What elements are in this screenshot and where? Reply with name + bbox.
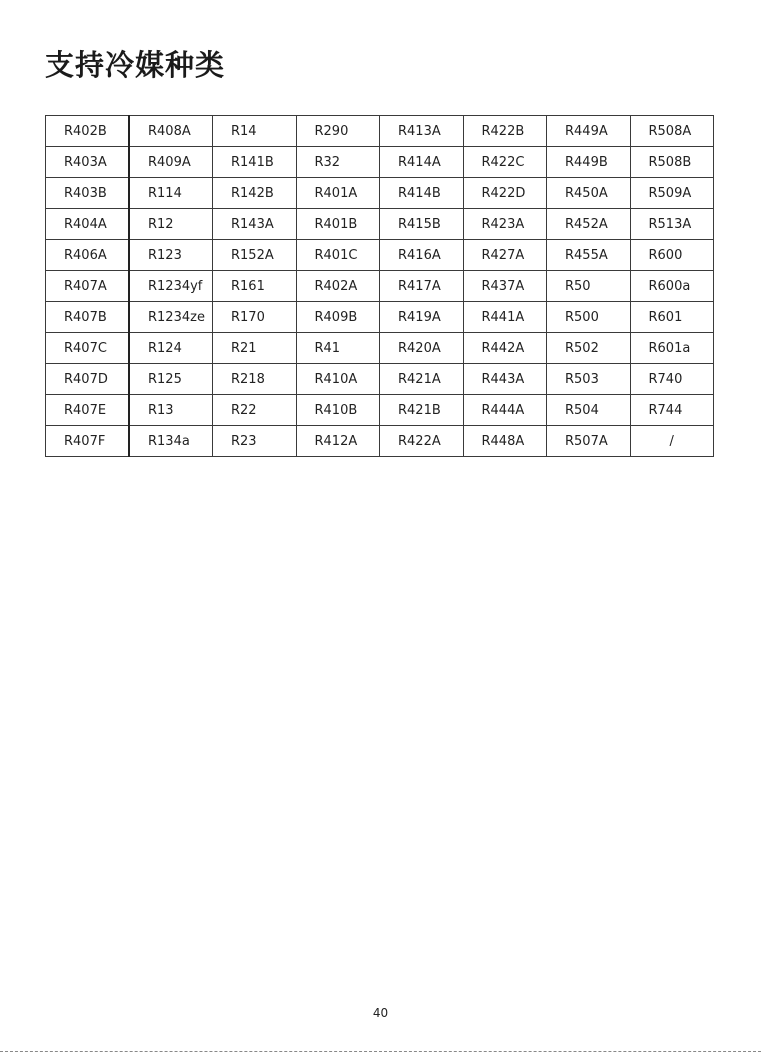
table-cell: R403A xyxy=(46,147,130,178)
table-cell: R412A xyxy=(296,426,380,457)
table-cell: R448A xyxy=(463,426,547,457)
table-cell: R417A xyxy=(380,271,464,302)
table-cell: R427A xyxy=(463,240,547,271)
table-cell: R401A xyxy=(296,178,380,209)
table-cell: R414B xyxy=(380,178,464,209)
table-cell: R449A xyxy=(547,116,631,147)
table-cell: R290 xyxy=(296,116,380,147)
table-cell: R601 xyxy=(630,302,714,333)
table-row xyxy=(46,147,714,178)
table-cell: R740 xyxy=(630,364,714,395)
table-cell: R32 xyxy=(296,147,380,178)
table-cell: R408A xyxy=(129,116,213,147)
table-cell: R600a xyxy=(630,271,714,302)
table-cell: R507A xyxy=(547,426,631,457)
table-cell: R142B xyxy=(213,178,297,209)
table-cell: R422D xyxy=(463,178,547,209)
table-row xyxy=(46,333,714,364)
table-cell: R161 xyxy=(213,271,297,302)
table-row xyxy=(46,178,714,209)
table-cell: R50 xyxy=(547,271,631,302)
table-cell: R450A xyxy=(547,178,631,209)
table-cell: R415B xyxy=(380,209,464,240)
table-cell: R421B xyxy=(380,395,464,426)
table-cell: R455A xyxy=(547,240,631,271)
table-cell: R403B xyxy=(46,178,130,209)
refrigerant-table-container xyxy=(45,115,714,457)
table-cell: R422A xyxy=(380,426,464,457)
table-cell: R14 xyxy=(213,116,297,147)
table-cell: R421A xyxy=(380,364,464,395)
table-cell: R1234yf xyxy=(129,271,213,302)
table-cell: R1234ze xyxy=(129,302,213,333)
table-cell: R503 xyxy=(547,364,631,395)
table-cell: R509A xyxy=(630,178,714,209)
refrigerant-table-body xyxy=(46,116,714,457)
table-cell: R419A xyxy=(380,302,464,333)
table-cell: R152A xyxy=(213,240,297,271)
page-title: 支持冷媒种类 xyxy=(45,48,226,82)
table-cell: R141B xyxy=(213,147,297,178)
table-cell: R22 xyxy=(213,395,297,426)
table-cell: R441A xyxy=(463,302,547,333)
table-cell: R410A xyxy=(296,364,380,395)
table-cell: R409A xyxy=(129,147,213,178)
table-cell: R600 xyxy=(630,240,714,271)
table-cell: R123 xyxy=(129,240,213,271)
table-cell: R444A xyxy=(463,395,547,426)
table-row xyxy=(46,395,714,426)
table-cell: R407C xyxy=(46,333,130,364)
table-row xyxy=(46,426,714,457)
table-row xyxy=(46,364,714,395)
table-row xyxy=(46,209,714,240)
table-cell: R404A xyxy=(46,209,130,240)
table-cell: R402B xyxy=(46,116,130,147)
table-cell: R218 xyxy=(213,364,297,395)
table-row xyxy=(46,116,714,147)
table-cell: R422B xyxy=(463,116,547,147)
table-cell: R449B xyxy=(547,147,631,178)
table-row xyxy=(46,240,714,271)
table-cell: R407D xyxy=(46,364,130,395)
table-cell: R414A xyxy=(380,147,464,178)
table-cell: R413A xyxy=(380,116,464,147)
table-cell: R12 xyxy=(129,209,213,240)
table-cell: R23 xyxy=(213,426,297,457)
table-cell: R601a xyxy=(630,333,714,364)
table-cell: R41 xyxy=(296,333,380,364)
table-cell: R504 xyxy=(547,395,631,426)
page-number: 40 xyxy=(372,1006,389,1020)
table-cell: R437A xyxy=(463,271,547,302)
table-cell: R420A xyxy=(380,333,464,364)
table-cell: R410B xyxy=(296,395,380,426)
table-row xyxy=(46,271,714,302)
table-cell: R422C xyxy=(463,147,547,178)
table-cell: R406A xyxy=(46,240,130,271)
table-cell: R442A xyxy=(463,333,547,364)
table-row xyxy=(46,302,714,333)
table-cell: R143A xyxy=(213,209,297,240)
table-cell: R416A xyxy=(380,240,464,271)
table-cell: R744 xyxy=(630,395,714,426)
bottom-divider xyxy=(0,1051,761,1052)
table-cell: R513A xyxy=(630,209,714,240)
table-cell: R134a xyxy=(129,426,213,457)
table-cell: R170 xyxy=(213,302,297,333)
table-cell: R508B xyxy=(630,147,714,178)
table-cell: R114 xyxy=(129,178,213,209)
table-cell: R452A xyxy=(547,209,631,240)
table-cell: / xyxy=(630,426,714,457)
table-cell: R13 xyxy=(129,395,213,426)
refrigerant-table xyxy=(45,115,714,457)
table-cell: R500 xyxy=(547,302,631,333)
table-cell: R502 xyxy=(547,333,631,364)
table-cell: R402A xyxy=(296,271,380,302)
table-cell: R401C xyxy=(296,240,380,271)
table-cell: R407A xyxy=(46,271,130,302)
table-cell: R508A xyxy=(630,116,714,147)
table-cell: R125 xyxy=(129,364,213,395)
table-cell: R423A xyxy=(463,209,547,240)
table-cell: R407E xyxy=(46,395,130,426)
table-cell: R401B xyxy=(296,209,380,240)
table-cell: R124 xyxy=(129,333,213,364)
table-cell: R409B xyxy=(296,302,380,333)
table-cell: R407F xyxy=(46,426,130,457)
table-cell: R21 xyxy=(213,333,297,364)
table-cell: R443A xyxy=(463,364,547,395)
table-cell: R407B xyxy=(46,302,130,333)
